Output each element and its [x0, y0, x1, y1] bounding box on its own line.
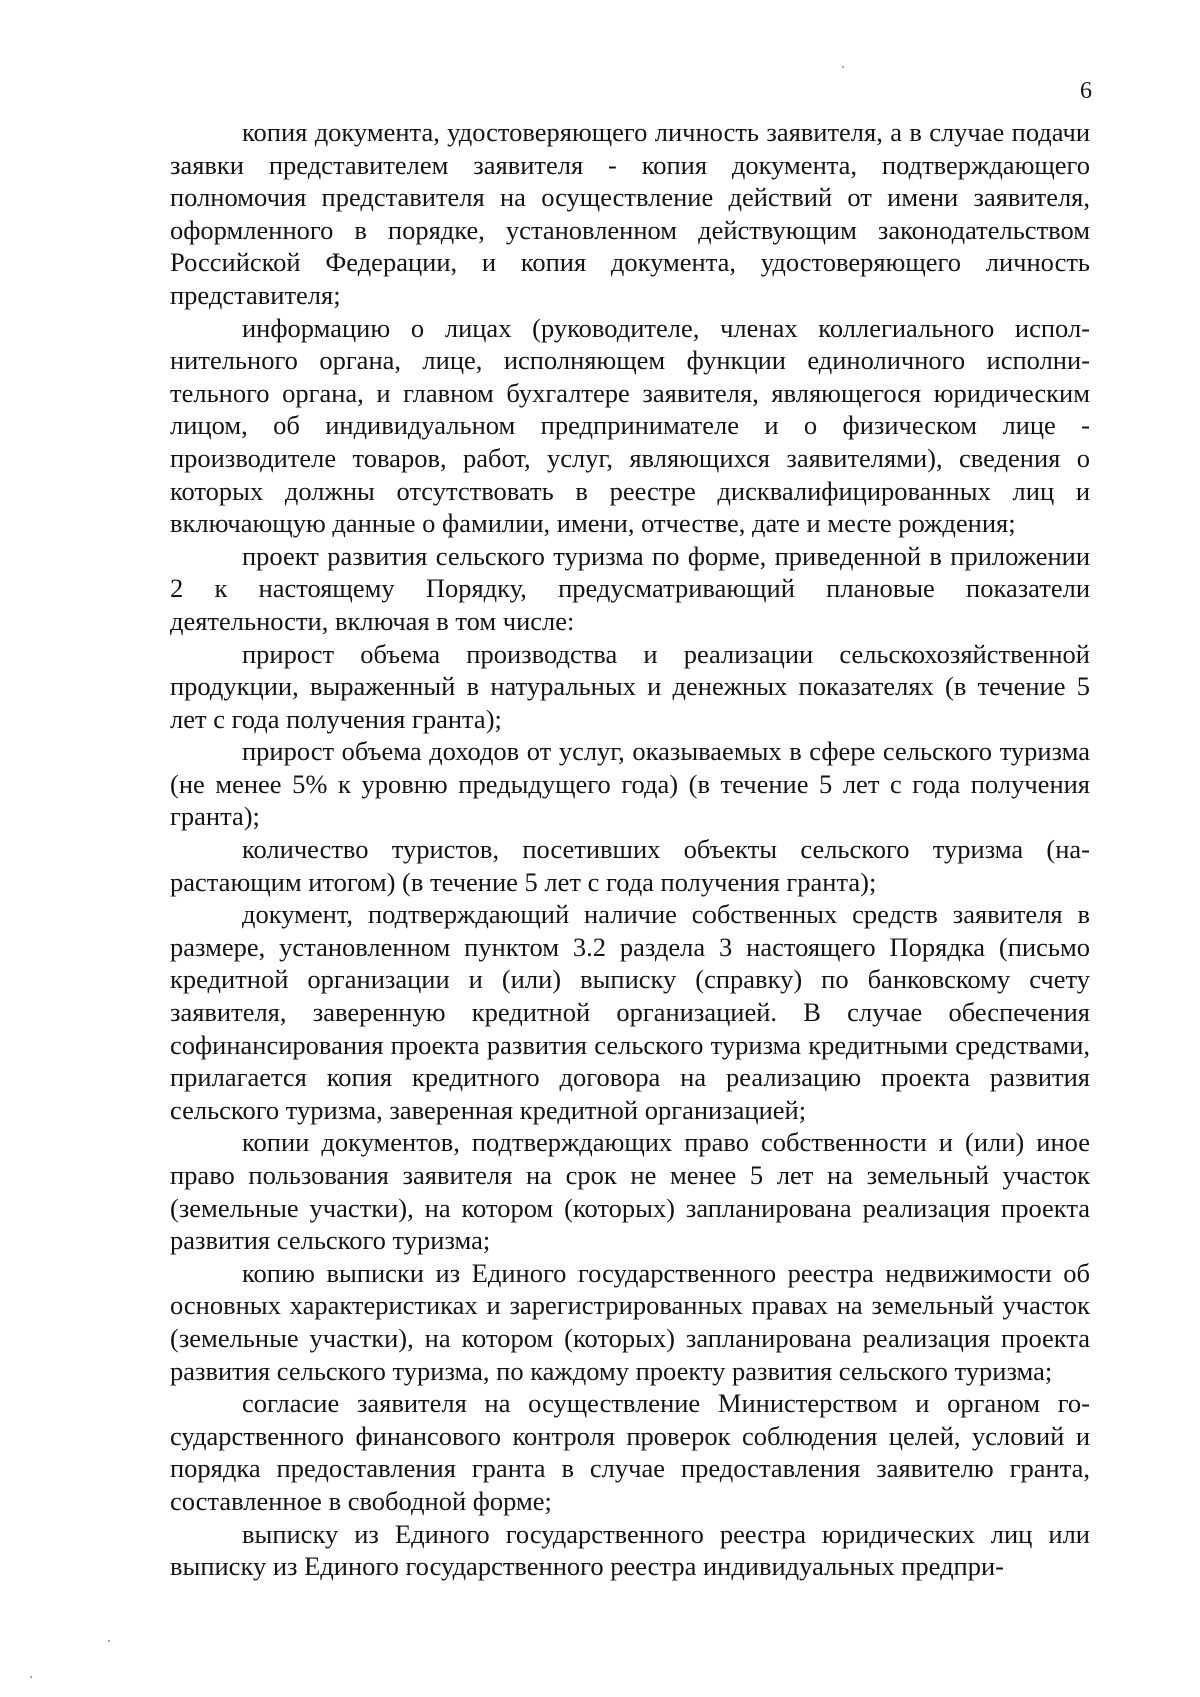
paragraph-own-funds-document: документ, подтверждающий наличие собственных средств заявителя в размере, установленном пунктом 3.2 раздела 3 настоящего Порядка (письмо кредитной организации и (или) выписку (справку) по банковскому счету заявителя, заверенную кредитной организацией. В случае обеспечения софинансирования проекта развития сельского туризма кредитными средствами, прилагается копия кредитного договора на реализацию проекта развития сельского туризма, заверенная кредитной организацией;: [170, 899, 1090, 1125]
paragraph-tourism-project: проект развития сельского туризма по форме, приведенной в приложении 2 к настоящему Порядку, предусматривающий плановые показатели деятельности, включая в том числе:: [170, 540, 1090, 636]
page-number: 6: [1080, 78, 1092, 104]
scan-speck: [108, 1640, 110, 1642]
paragraph-persons-information: информацию о лицах (руководителе, членах коллегиального исполнительного органа, лице, исполняющем функции единоличного исполнительного органа, и главном бухгалтере заявителя, являющегося юридическим лицом, об индивидуальном предпринимателе и о физическом лице - производителе товаров, работ, услуг, являющихся заявителями), сведения о которых должны отсутствовать в реестре дисквалифицированных лиц и включающую данные о фамилии, имени, отчестве, дате и месте рождения;: [170, 312, 1090, 539]
paragraph-identity-document-copy: копия документа, удостоверяющего личность заявителя, а в случае подачи заявки представителем заявителя - копия документа, подтверждающего полномочия представителя на осуществление действий от имени заявителя, оформленного в порядке, установленном действующим законодательством Российской Федерации, и копия документа, удостоверяющего личность представителя;: [170, 117, 1090, 310]
paragraph-real-estate-registry-extract: копию выписки из Единого государственного реестра недвижимости об основных характеристиках и зарегистрированных правах на земельный участок (земельные участки), на котором (которых) запланирована реализация проекта развития сельского туризма, по каждому проекту развития сельского туризма;: [170, 1257, 1090, 1386]
paragraph-legal-entities-registry-extract: выписку из Единого государственного реестра юридических лиц или выписку из Единого государственного реестра индивидуальных предпри-: [170, 1518, 1090, 1582]
paragraph-inspection-consent: согласие заявителя на осуществление Министерством и органом государственного финансового контроля проверок соблюдения целей, условий и порядка предоставления гранта в случае предоставления заявителю гранта, составленное в свободной форме;: [170, 1388, 1090, 1516]
paragraph-income-growth: прирост объема доходов от услуг, оказываемых в сфере сельского туризма (не менее 5% к уровню предыдущего года) (в течение 5 лет с года получения гранта);: [170, 736, 1090, 832]
paragraph-tourist-count: количество туристов, посетивших объекты сельского туризма (нарастающим итогом) (в течение 5 лет с года получения гранта);: [170, 834, 1090, 897]
document-body: [170, 116, 1090, 1583]
scan-speck: [842, 66, 844, 68]
scan-speck: [30, 1676, 32, 1678]
paragraph-production-growth: прирост объема производства и реализации сельскохозяйственной продукции, выраженный в натуральных и денежных показателях (в течение 5 лет с года получения гранта);: [170, 638, 1090, 734]
paragraph-land-rights-documents: копии документов, подтверждающих право собственности и (или) иное право пользования заявителя на срок не менее 5 лет на земельный участок (земельные участки), на котором (которых) запланирована реализация проекта развития сельского туризма;: [170, 1127, 1090, 1256]
